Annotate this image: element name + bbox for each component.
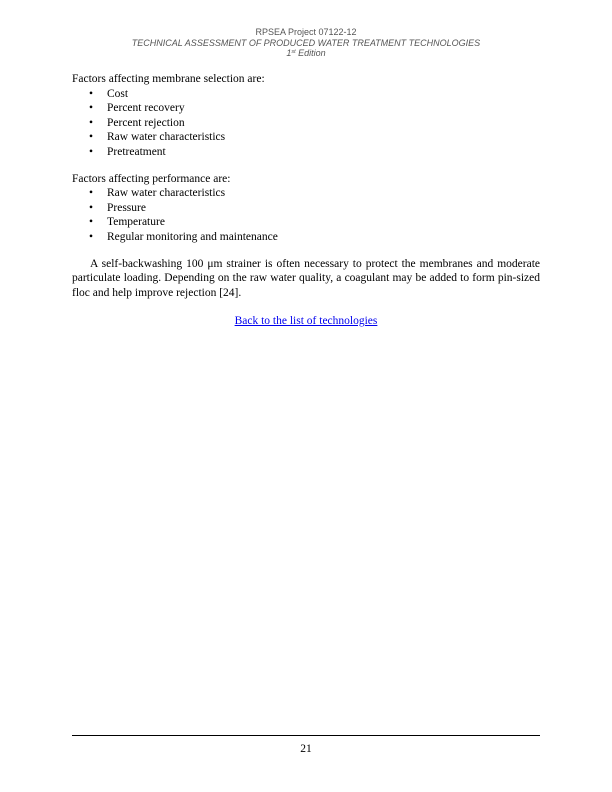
list-item-text: Percent recovery (107, 102, 185, 115)
page-number: 21 (300, 743, 312, 755)
list-item (72, 87, 540, 102)
list-item-text: Raw water characteristics (107, 131, 226, 144)
spacer (72, 160, 540, 172)
bullet-icon: • (89, 102, 94, 115)
list-item-text: Temperature (107, 216, 165, 229)
list-item (72, 145, 540, 160)
report-title: TECHNICAL ASSESSMENT OF PRODUCED WATER TREATMENT TECHNOLOGIES (131, 37, 481, 48)
back-to-technologies-link[interactable]: Back to the list of technologies (234, 315, 378, 328)
bullet-icon: • (89, 145, 94, 158)
bullet-icon: • (89, 216, 94, 229)
edition-label: Edition (298, 48, 326, 58)
list-item (72, 101, 540, 116)
footer-divider (72, 735, 540, 736)
bullet-icon: • (89, 87, 94, 100)
edition-number: 1 (286, 48, 292, 58)
performance-list (72, 186, 540, 244)
bullet-icon: • (89, 230, 94, 243)
page-body (72, 72, 540, 329)
list-item-text: Pretreatment (107, 145, 166, 158)
bullet-icon: • (89, 131, 94, 144)
performance-intro: Factors affecting performance are: (72, 172, 231, 185)
list-item-text: Percent rejection (107, 116, 185, 129)
list-item (72, 116, 540, 131)
bullet-icon: • (89, 116, 94, 129)
list-item (72, 130, 540, 145)
list-item (72, 215, 540, 230)
membrane-selection-intro: Factors affecting membrane selection are: (72, 73, 265, 85)
list-item (72, 186, 540, 201)
strainer-paragraph: A self-backwashing 100 μm strainer is often necessary to protect the membranes and moderate particulate loading. Depending on the raw water quality, a coagulant may be added to form pin-sized floc and help improve rejection [24]. (72, 257, 540, 299)
list-item-text: Pressure (107, 201, 146, 214)
list-item (72, 230, 540, 245)
bullet-icon: • (89, 201, 94, 214)
edition-suffix: st (291, 49, 296, 55)
list-item-text: Cost (107, 87, 129, 100)
link-row (72, 314, 540, 329)
page-header (0, 27, 612, 59)
list-item (72, 201, 540, 216)
bullet-icon: • (89, 187, 94, 200)
spacer (72, 245, 540, 257)
project-id: RPSEA Project 07122-12 (255, 27, 357, 37)
list-item-text: Regular monitoring and maintenance (107, 230, 278, 243)
membrane-selection-list (72, 87, 540, 160)
edition-line (0, 48, 612, 59)
list-item-text: Raw water characteristics (107, 187, 226, 200)
